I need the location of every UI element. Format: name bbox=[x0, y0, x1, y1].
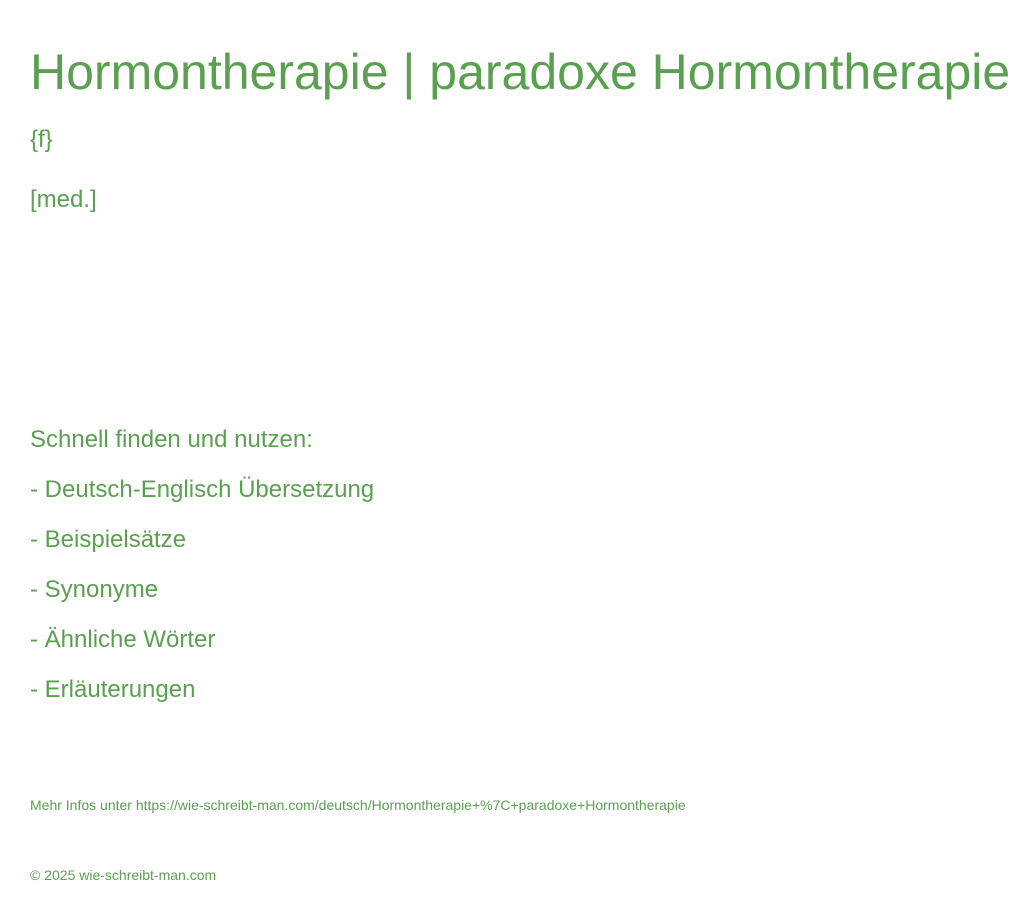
promo-item-synonyms: - Synonyme bbox=[30, 576, 159, 603]
copyright-notice: © 2025 wie-schreibt-man.com bbox=[30, 867, 217, 883]
entry-title: Hormontherapie | paradoxe Hormontherapie bbox=[30, 44, 1010, 100]
promo-list bbox=[30, 474, 374, 724]
more-info-link[interactable]: Mehr Infos unter https://wie-schreibt-man.com/deutsch/Hormontherapie+%7C+paradoxe+Hormontherapie bbox=[30, 797, 686, 813]
promo-item-similar-words: - Ähnliche Wörter bbox=[30, 626, 216, 653]
promo-heading: Schnell finden und nutzen: bbox=[30, 426, 313, 453]
promo-item-explanations: - Erläuterungen bbox=[30, 676, 196, 703]
promo-item-translation: - Deutsch-Englisch Übersetzung bbox=[30, 476, 375, 503]
promo-item-example-sentences: - Beispielsätze bbox=[30, 526, 187, 553]
gender-tag: {f} bbox=[30, 126, 53, 153]
domain-tag: [med.] bbox=[30, 186, 97, 213]
